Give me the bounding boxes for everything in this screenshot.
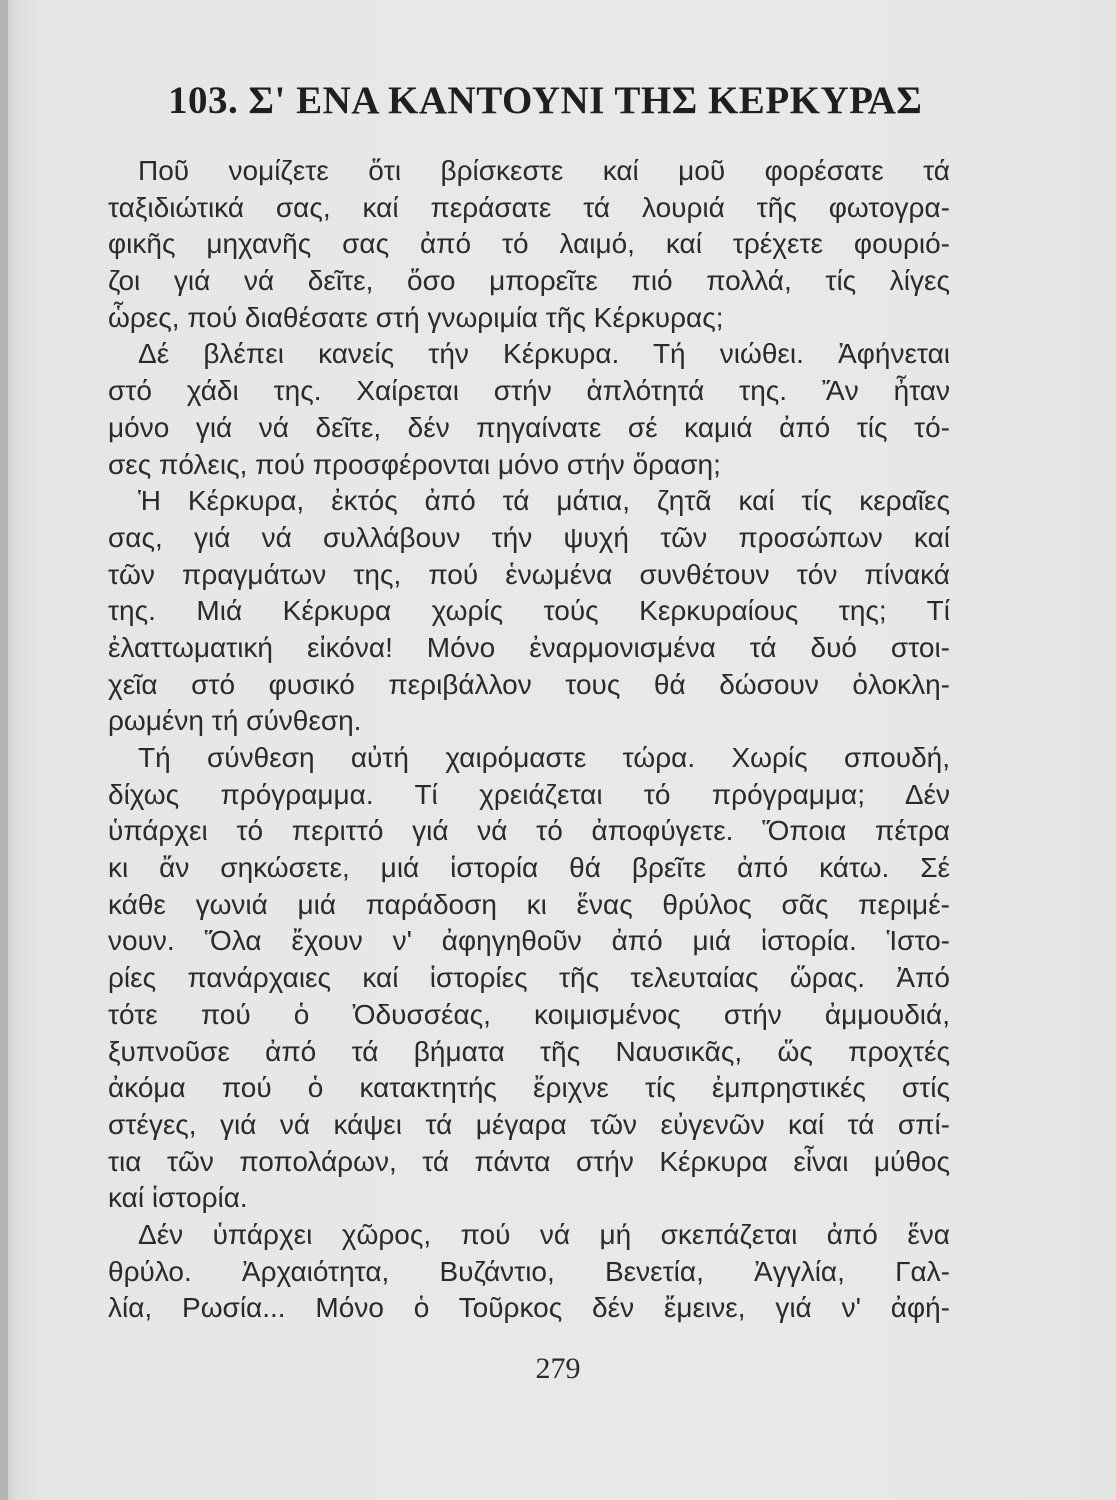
text-line: κι ἄν σηκώσετε, μιά ἱστορία θά βρεῖτε ἀπό κάτω. Σέ bbox=[108, 852, 950, 884]
text-line: ταξιδιώτικά σας, καί περάσατε τά λουριά τῆς φωτογρα- bbox=[108, 191, 950, 223]
text-line: ξυπνοῦσε ἀπό τά βήματα τῆς Ναυσικᾶς, ὥς προχτές bbox=[108, 1035, 950, 1067]
text-line: ρίες πανάρχαιες καί ἱστορίες τῆς τελευταίας ὥρας. Ἀπό bbox=[108, 962, 950, 994]
text-line: ὑπάρχει τό περιττό γιά νά τό ἀποφύγετε. Ὅποια πέτρα bbox=[108, 815, 950, 847]
text-line: στέγες, γιά νά κάψει τά μέγαρα τῶν εὐγενῶν καί τά σπί- bbox=[108, 1108, 950, 1140]
text-line: χεῖα στό φυσικό περιβάλλον τους θά δώσουν ὁλοκλη- bbox=[108, 668, 950, 700]
text-line: ρωμένη τή σύνθεση. bbox=[108, 705, 362, 737]
text-line: σες πόλεις, πού προσφέρονται μόνο στήν ὅραση; bbox=[108, 448, 721, 480]
page-number: 279 bbox=[535, 1352, 581, 1385]
text-line: ζοι γιά νά δεῖτε, ὅσο μπορεῖτε πιό πολλά, τίς λίγες bbox=[108, 265, 950, 297]
text-line: ὧρες, πού διαθέσατε στή γνωριμία τῆς Κέρκυρας; bbox=[108, 301, 724, 333]
text-line: Δέ βλέπει κανείς τήν Κέρκυρα. Τή νιώθει. Ἀφήνεται bbox=[138, 338, 950, 370]
text-line: νουν. Ὅλα ἔχουν ν' ἀφηγηθοῦν ἀπό μιά ἱστορία. Ἱστο- bbox=[108, 925, 950, 957]
text-line: τῶν πραγμάτων της, πού ἑνωμένα συνθέτουν τόν πίνακά bbox=[108, 558, 950, 590]
text-line: φικῆς μηχανῆς σας ἀπό τό λαιμό, καί τρέχετε φουριό- bbox=[108, 228, 950, 260]
text-line: τια τῶν ποπολάρων, τά πάντα στήν Κέρκυρα εἶναι μύθος bbox=[108, 1145, 950, 1177]
text-line: τότε πού ὁ Ὀδυσσέας, κοιμισμένος στήν ἀμμουδιά, bbox=[108, 998, 950, 1030]
text-line: Ποῦ νομίζετε ὅτι βρίσκεστε καί μοῦ φορέσατε τά bbox=[138, 155, 950, 186]
text-line: καί ἱστορία. bbox=[108, 1182, 248, 1214]
text-line: σας, γιά νά συλλάβουν τήν ψυχή τῶν προσώπων καί bbox=[108, 521, 950, 553]
text-line: μόνο γιά νά δεῖτε, δέν πηγαίνατε σέ καμιά ἀπό τίς τό- bbox=[108, 411, 950, 443]
text-line: ἀκόμα πού ὁ κατακτητής ἔριχνε τίς ἐμπρηστικές στίς bbox=[108, 1072, 950, 1104]
text-line: της. Μιά Κέρκυρα χωρίς τούς Κερκυραίους της; Τί bbox=[108, 595, 950, 627]
text-line: Ἡ Κέρκυρα, ἐκτός ἀπό τά μάτια, ζητᾶ καί τίς κεραῖες bbox=[138, 485, 950, 517]
body-text bbox=[108, 153, 950, 1327]
text-line: θρύλο. Ἀρχαιότητα, Βυζάντιο, Βενετία, Ἀγγλία, Γαλ- bbox=[108, 1255, 950, 1287]
text-line: στό χάδι της. Χαίρεται στήν ἁπλότητά της. Ἄν ἦταν bbox=[108, 375, 950, 407]
text-line: λία, Ρωσία... Μόνο ὁ Τοῦρκος δέν ἔμεινε, γιά ν' ἀφή- bbox=[108, 1292, 950, 1324]
text-line: ἐλαττωματική εἰκόνα! Μόνο ἐναρμονισμένα τά δυό στοι- bbox=[108, 631, 950, 663]
text-line: Τή σύνθεση αὐτή χαιρόμαστε τώρα. Χωρίς σπουδή, bbox=[138, 742, 950, 773]
chapter-title: 103. Σ' ΕΝΑ ΚΑΝΤΟΥΝΙ ΤΗΣ ΚΕΡΚΥΡΑΣ bbox=[168, 79, 923, 122]
text-line: Δέν ὑπάρχει χῶρος, πού νά μή σκεπάζεται ἀπό ἕνα bbox=[138, 1218, 950, 1250]
text-line: κάθε γωνιά μιά παράδοση κι ἕνας θρύλος σᾶς περιμέ- bbox=[108, 888, 950, 920]
text-line: δίχως πρόγραμμα. Τί χρειάζεται τό πρόγραμμα; Δέν bbox=[108, 778, 950, 810]
